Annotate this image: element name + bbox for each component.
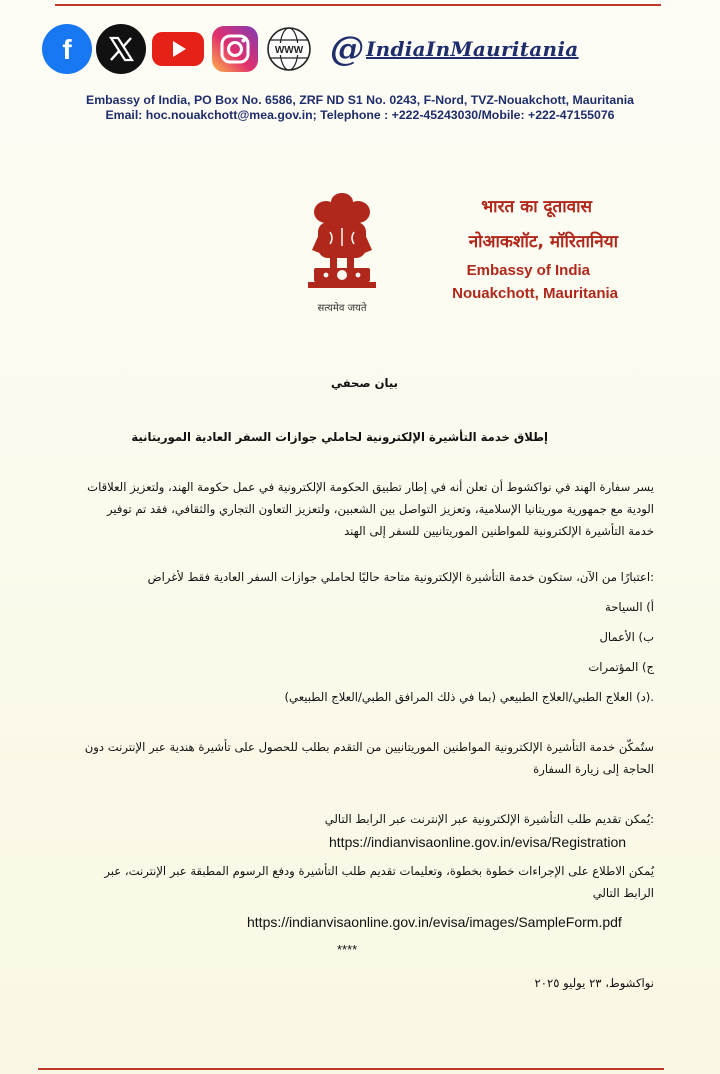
svg-text:f: f bbox=[62, 34, 72, 65]
facebook-icon[interactable] bbox=[42, 24, 92, 74]
paragraph-line: الودية مع جمهورية موريتانيا الإسلامية، وتعزيز التواصل بين الشعبين، ولتعزيز التعاون التجاري والثقافي، فقد تم توفير bbox=[107, 502, 654, 516]
www-label: WWW bbox=[274, 45, 304, 56]
paragraph-line: خدمة التأشيرة الإلكترونية للمواطنين الموريتانيين للسفر إلى الهند bbox=[344, 524, 654, 538]
embassy-name-hindi: भारत का दूतावास bbox=[481, 197, 592, 217]
embassy-address: Embassy of India, PO Box No. 6586, ZRF ND S1 No. 0243, F-Nord, TVZ-Nouakchott, Mauritania bbox=[86, 93, 634, 107]
paragraph-line: يسر سفارة الهند في نواكشوط أن تعلن أنه في إطار تطبيق الحكومة الإلكترونية في عمل حكومة الهند، ولتعزيز العلاقات bbox=[87, 480, 654, 494]
national-emblem-icon bbox=[300, 188, 384, 318]
press-release-title: بيان صحفي bbox=[330, 376, 398, 390]
paragraph-line: الرابط التالي bbox=[592, 886, 654, 900]
place-date: نواكشوط، ٢٣ يوليو ٢٠٢٥ bbox=[534, 976, 654, 990]
sample-form-link[interactable]: https://indianvisaonline.gov.in/evisa/images/SampleForm.pdf bbox=[247, 914, 622, 930]
paragraph-line: الحاجة إلى زيارة السفارة bbox=[533, 762, 654, 776]
registration-link[interactable]: https://indianvisaonline.gov.in/evisa/Registration bbox=[329, 834, 627, 850]
embassy-name-english: Embassy of India bbox=[466, 262, 590, 279]
embassy-contact: Email: hoc.nouakchott@mea.gov.in; Telephone : +222-45243030/Mobile: +222-47155076 bbox=[105, 108, 615, 122]
paragraph-line: يُمكن الاطلاع على الإجراءات خطوة بخطوة، وتعليمات تقديم طلب التأشيرة ودفع الرسوم المطبقة عبر الإنترنت، عبر bbox=[104, 864, 654, 878]
purpose-item: أ) السياحة bbox=[605, 600, 654, 614]
separator: **** bbox=[337, 942, 358, 957]
embassy-city-hindi: नोआकशॉट, मॉरितानिया bbox=[468, 232, 618, 252]
bottom-divider bbox=[38, 1068, 664, 1070]
social-bar bbox=[42, 22, 579, 76]
www-icon[interactable] bbox=[264, 24, 314, 74]
top-divider bbox=[55, 4, 661, 6]
purpose-item: ج) المؤتمرات bbox=[588, 660, 654, 674]
x-icon[interactable] bbox=[96, 24, 146, 74]
instagram-icon[interactable] bbox=[210, 24, 260, 74]
apply-instruction: :يُمكن تقديم طلب التأشيرة الإلكترونية عبر الإنترنت عبر الرابط التالي bbox=[324, 812, 654, 826]
youtube-icon[interactable] bbox=[150, 24, 206, 74]
press-release-subject: إطلاق خدمة التأشيرة الإلكترونية لحاملي جوازات السفر العادية الموريتانية bbox=[131, 430, 548, 444]
handle-text[interactable]: IndiaInMauritania bbox=[366, 37, 579, 61]
paragraph-line: ستُمكّن خدمة التأشيرة الإلكترونية المواطنين الموريتانيين من التقدم بطلب للحصول على تأشيرة هندية عبر الإنترنت دون bbox=[84, 740, 654, 754]
at-symbol: @ bbox=[330, 29, 364, 69]
emblem-motto: सत्यमेव जयते bbox=[317, 303, 367, 314]
social-handle[interactable] bbox=[330, 29, 579, 69]
purposes-intro: :اعتبارًا من الآن، ستكون خدمة التأشيرة الإلكترونية متاحة حاليًا لحاملي جوازات السفر العادية فقط لأغراض bbox=[147, 570, 654, 584]
purpose-item: ب) الأعمال bbox=[599, 630, 654, 644]
purpose-item: .(د) العلاج الطبي/العلاج الطبيعي (بما في ذلك المرافق الطبي/العلاج الطبيعي) bbox=[284, 690, 654, 704]
embassy-city-english: Nouakchott, Mauritania bbox=[452, 285, 618, 302]
